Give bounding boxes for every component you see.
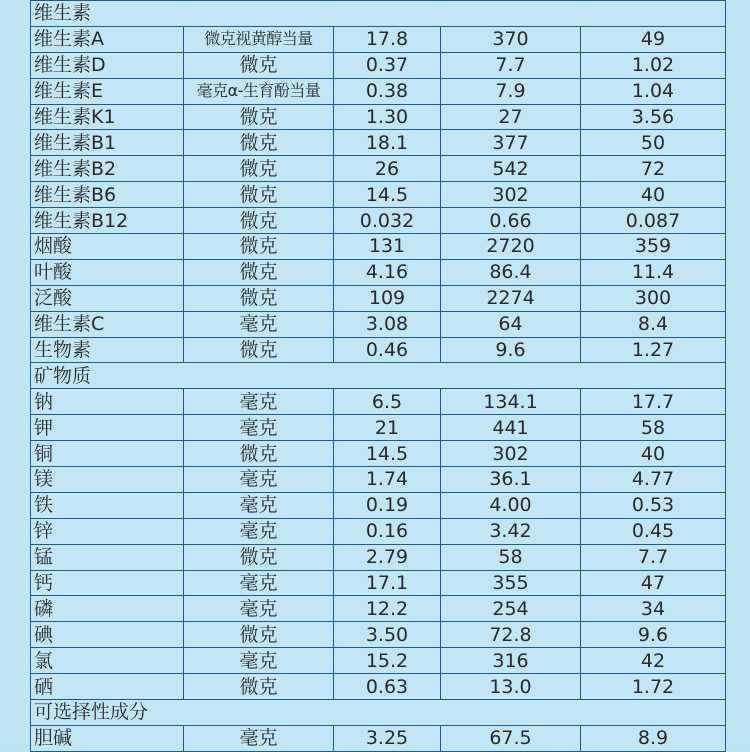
value-cell: 58 (441, 544, 581, 570)
value-cell: 7.9 (441, 78, 581, 104)
value-cell: 0.53 (581, 492, 726, 518)
section-title: 维生素 (31, 1, 726, 27)
nutrient-name: 铁 (31, 492, 184, 518)
value-cell: 14.5 (334, 441, 441, 467)
value-cell: 72.8 (441, 622, 581, 648)
value-cell: 441 (441, 415, 581, 441)
section-row-vitamins (31, 1, 726, 27)
value-cell: 0.19 (334, 492, 441, 518)
nutrient-unit: 微克 (184, 234, 334, 260)
value-cell: 67.5 (441, 725, 581, 751)
nutrient-name: 磷 (31, 596, 184, 622)
value-cell: 2274 (441, 285, 581, 311)
table-row (31, 259, 726, 285)
value-cell: 359 (581, 234, 726, 260)
value-cell: 9.6 (581, 622, 726, 648)
value-cell: 42 (581, 648, 726, 674)
nutrient-name: 钙 (31, 570, 184, 596)
value-cell: 50 (581, 130, 726, 156)
nutrient-name: 维生素A (31, 26, 184, 52)
nutrient-name: 烟酸 (31, 234, 184, 260)
value-cell: 17.1 (334, 570, 441, 596)
nutrient-name: 维生素C (31, 311, 184, 337)
nutrient-name: 维生素E (31, 78, 184, 104)
nutrient-name: 维生素D (31, 52, 184, 78)
nutrient-name: 维生素B1 (31, 130, 184, 156)
value-cell: 134.1 (441, 389, 581, 415)
value-cell: 0.16 (334, 518, 441, 544)
table-row (31, 234, 726, 260)
nutrient-unit: 微克视黄醇当量 (184, 26, 334, 52)
nutrient-unit: 微克 (184, 52, 334, 78)
value-cell: 7.7 (581, 544, 726, 570)
value-cell: 0.38 (334, 78, 441, 104)
value-cell: 1.04 (581, 78, 726, 104)
value-cell: 1.74 (334, 467, 441, 493)
value-cell: 14.5 (334, 182, 441, 208)
nutrient-unit: 毫克 (184, 596, 334, 622)
value-cell: 64 (441, 311, 581, 337)
nutrition-table-body (31, 1, 726, 752)
value-cell: 3.56 (581, 104, 726, 130)
nutrient-unit: 毫克 (184, 725, 334, 751)
table-row (31, 596, 726, 622)
nutrient-unit: 微克 (184, 259, 334, 285)
value-cell: 302 (441, 182, 581, 208)
value-cell: 2.79 (334, 544, 441, 570)
nutrient-unit: 微克 (184, 182, 334, 208)
table-row (31, 337, 726, 363)
table-row (31, 648, 726, 674)
nutrient-name: 维生素B6 (31, 182, 184, 208)
nutrient-name: 钠 (31, 389, 184, 415)
nutrient-unit: 微克 (184, 208, 334, 234)
value-cell: 8.9 (581, 725, 726, 751)
nutrient-unit: 微克 (184, 674, 334, 700)
value-cell: 0.45 (581, 518, 726, 544)
value-cell: 254 (441, 596, 581, 622)
value-cell: 355 (441, 570, 581, 596)
table-row (31, 467, 726, 493)
nutrient-name: 钾 (31, 415, 184, 441)
table-row (31, 570, 726, 596)
value-cell: 58 (581, 415, 726, 441)
table-row (31, 52, 726, 78)
value-cell: 3.25 (334, 725, 441, 751)
nutrient-unit: 毫克 (184, 311, 334, 337)
nutrient-name: 碘 (31, 622, 184, 648)
nutrient-name: 维生素B12 (31, 208, 184, 234)
table-row (31, 389, 726, 415)
nutrient-unit: 毫克 (184, 492, 334, 518)
table-row (31, 544, 726, 570)
table-row (31, 518, 726, 544)
nutrient-name: 镁 (31, 467, 184, 493)
nutrient-unit: 毫克 (184, 415, 334, 441)
value-cell: 3.50 (334, 622, 441, 648)
value-cell: 131 (334, 234, 441, 260)
nutrient-unit: 微克 (184, 104, 334, 130)
nutrition-table (30, 0, 726, 752)
nutrient-name: 叶酸 (31, 259, 184, 285)
value-cell: 13.0 (441, 674, 581, 700)
nutrient-name: 氯 (31, 648, 184, 674)
value-cell: 300 (581, 285, 726, 311)
nutrient-name: 硒 (31, 674, 184, 700)
value-cell: 1.72 (581, 674, 726, 700)
value-cell: 27 (441, 104, 581, 130)
table-row (31, 674, 726, 700)
table-row (31, 130, 726, 156)
table-row (31, 492, 726, 518)
nutrient-unit: 毫克 (184, 518, 334, 544)
nutrient-unit: 毫克 (184, 389, 334, 415)
value-cell: 4.77 (581, 467, 726, 493)
value-cell: 49 (581, 26, 726, 52)
value-cell: 0.032 (334, 208, 441, 234)
section-row-optional (31, 700, 726, 726)
value-cell: 18.1 (334, 130, 441, 156)
value-cell: 17.7 (581, 389, 726, 415)
value-cell: 0.63 (334, 674, 441, 700)
value-cell: 377 (441, 130, 581, 156)
nutrient-name: 泛酸 (31, 285, 184, 311)
value-cell: 9.6 (441, 337, 581, 363)
section-title: 矿物质 (31, 363, 726, 389)
value-cell: 8.4 (581, 311, 726, 337)
nutrient-unit: 微克 (184, 130, 334, 156)
table-row (31, 104, 726, 130)
value-cell: 15.2 (334, 648, 441, 674)
value-cell: 17.8 (334, 26, 441, 52)
value-cell: 7.7 (441, 52, 581, 78)
nutrient-unit: 毫克α-生育酚当量 (184, 78, 334, 104)
table-row (31, 622, 726, 648)
value-cell: 3.42 (441, 518, 581, 544)
value-cell: 12.2 (334, 596, 441, 622)
nutrient-unit: 毫克 (184, 467, 334, 493)
nutrient-unit: 毫克 (184, 648, 334, 674)
value-cell: 0.087 (581, 208, 726, 234)
value-cell: 2720 (441, 234, 581, 260)
value-cell: 0.37 (334, 52, 441, 78)
value-cell: 1.27 (581, 337, 726, 363)
value-cell: 1.30 (334, 104, 441, 130)
left-margin (0, 0, 30, 746)
table-row (31, 182, 726, 208)
value-cell: 40 (581, 441, 726, 467)
nutrient-name: 胆碱 (31, 725, 184, 751)
table-row (31, 311, 726, 337)
value-cell: 3.08 (334, 311, 441, 337)
section-row-minerals (31, 363, 726, 389)
nutrient-unit: 微克 (184, 441, 334, 467)
value-cell: 0.66 (441, 208, 581, 234)
nutrient-unit: 微克 (184, 285, 334, 311)
nutrient-name: 维生素K1 (31, 104, 184, 130)
table-row (31, 441, 726, 467)
table-row (31, 725, 726, 751)
value-cell: 21 (334, 415, 441, 441)
table-row (31, 285, 726, 311)
nutrient-unit: 微克 (184, 544, 334, 570)
value-cell: 4.16 (334, 259, 441, 285)
nutrient-unit: 微克 (184, 622, 334, 648)
nutrient-name: 铜 (31, 441, 184, 467)
value-cell: 26 (334, 156, 441, 182)
nutrient-name: 锰 (31, 544, 184, 570)
nutrient-name: 维生素B2 (31, 156, 184, 182)
table-row (31, 208, 726, 234)
value-cell: 302 (441, 441, 581, 467)
nutrient-unit: 微克 (184, 156, 334, 182)
value-cell: 316 (441, 648, 581, 674)
nutrient-unit: 毫克 (184, 570, 334, 596)
table-row (31, 415, 726, 441)
value-cell: 36.1 (441, 467, 581, 493)
value-cell: 72 (581, 156, 726, 182)
value-cell: 47 (581, 570, 726, 596)
value-cell: 0.46 (334, 337, 441, 363)
value-cell: 40 (581, 182, 726, 208)
nutrient-name: 锌 (31, 518, 184, 544)
value-cell: 542 (441, 156, 581, 182)
value-cell: 34 (581, 596, 726, 622)
value-cell: 86.4 (441, 259, 581, 285)
table-row (31, 78, 726, 104)
value-cell: 1.02 (581, 52, 726, 78)
nutrient-name: 生物素 (31, 337, 184, 363)
value-cell: 370 (441, 26, 581, 52)
value-cell: 4.00 (441, 492, 581, 518)
value-cell: 11.4 (581, 259, 726, 285)
table-row (31, 156, 726, 182)
section-title: 可选择性成分 (31, 700, 726, 726)
nutrient-unit: 微克 (184, 337, 334, 363)
table-row (31, 26, 726, 52)
value-cell: 6.5 (334, 389, 441, 415)
value-cell: 109 (334, 285, 441, 311)
